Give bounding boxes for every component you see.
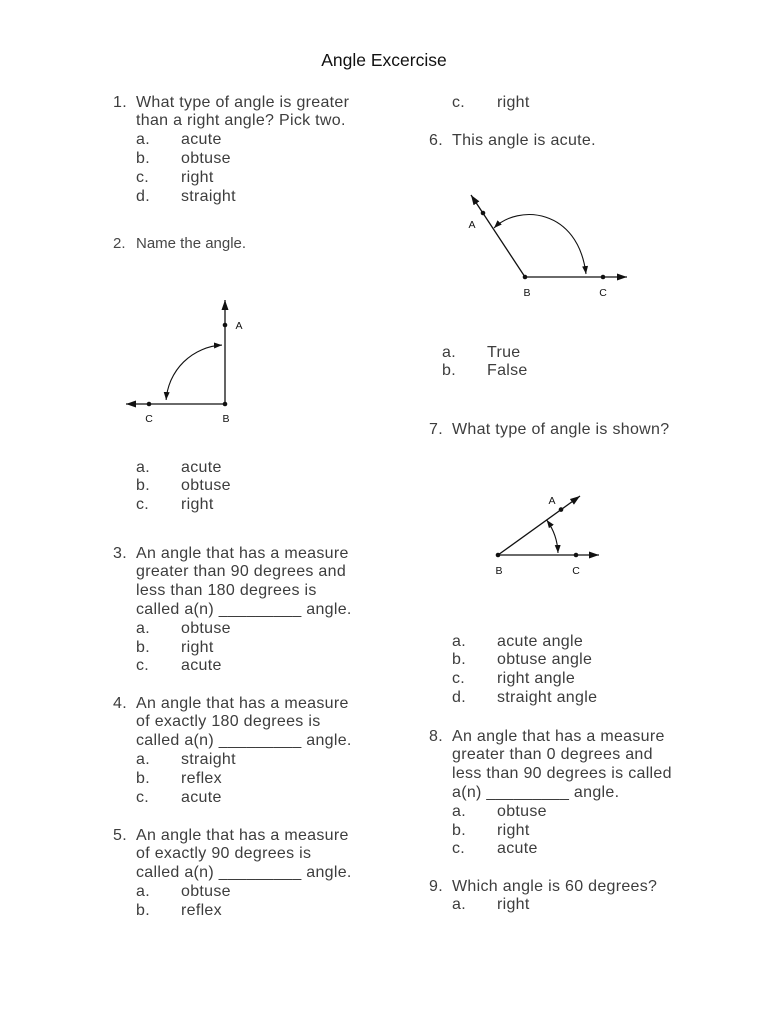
option-text: straight angle (497, 688, 598, 706)
answer-option-b (429, 651, 597, 670)
question-9 (429, 878, 657, 916)
question-8 (429, 728, 672, 860)
point-b-label: B (523, 287, 531, 299)
question-text: less than 180 degrees is (136, 582, 317, 600)
question-text-line (429, 728, 672, 747)
question-text-line (113, 235, 246, 254)
answer-option-a (113, 459, 231, 478)
question-text-line (113, 601, 352, 620)
answer-option-c (429, 670, 597, 689)
question-text: What type of angle is greater (136, 93, 350, 111)
option-text: acute (181, 788, 222, 806)
option-letter: b. (452, 821, 466, 839)
option-letter: a. (136, 882, 150, 900)
question-text-line (113, 112, 349, 131)
option-letter: b. (136, 477, 150, 495)
question-4 (113, 695, 352, 808)
question-2 (113, 235, 246, 254)
option-letter: c. (136, 168, 150, 186)
option-letter: a. (136, 458, 150, 476)
question-7 (429, 421, 669, 440)
question-number: 9. (429, 877, 443, 895)
option-letter: a. (136, 750, 150, 768)
answer-option-a (113, 131, 349, 150)
option-letter: b. (136, 769, 150, 787)
question-text: Name the angle. (136, 234, 247, 252)
answer-option-c (113, 789, 352, 808)
question-text-line (429, 132, 596, 151)
question-5 (113, 827, 352, 921)
figure-angle-cba-right (118, 292, 258, 427)
option-text: acute (181, 657, 222, 675)
answer-option-c (113, 169, 349, 188)
question-text-line (113, 563, 352, 582)
point-b-label: B (222, 413, 230, 425)
point-a-label: A (235, 320, 243, 332)
option-text: right angle (497, 670, 576, 688)
question-text-line (113, 864, 352, 883)
option-letter: c. (136, 657, 150, 675)
option-text: obtuse (181, 149, 231, 167)
point-a-dot (481, 211, 486, 216)
question-1 (113, 94, 349, 207)
answer-option-b (113, 477, 231, 496)
question-3 (113, 545, 352, 677)
option-text: obtuse (181, 477, 231, 495)
question-text-line (113, 732, 352, 751)
ray-ba (498, 496, 580, 555)
point-b-label: B (495, 565, 503, 577)
option-letter: a. (442, 343, 456, 361)
question-text: An angle that has a measure (136, 544, 349, 562)
question-7-options (429, 633, 597, 708)
question-number: 7. (429, 420, 443, 438)
option-letter: b. (442, 362, 456, 380)
option-text: acute (497, 840, 538, 858)
option-text: right (497, 896, 530, 914)
answer-option-b (113, 902, 352, 921)
question-6-options (429, 344, 528, 382)
answer-option-b (113, 150, 349, 169)
question-text: a(n) _________ angle. (452, 783, 620, 801)
question-2-options (113, 459, 231, 515)
answer-option-c (429, 840, 672, 859)
question-text: This angle is acute. (452, 131, 596, 149)
answer-option-a (429, 896, 657, 915)
option-letter: a. (452, 802, 466, 820)
question-text-line (429, 765, 672, 784)
option-text: True (487, 343, 521, 361)
question-text-line (429, 746, 672, 765)
question-number: 4. (113, 694, 127, 712)
worksheet-title: Angle Excercise (321, 50, 447, 70)
question-text: An angle that has a measure (136, 826, 349, 844)
point-a-dot (559, 507, 564, 512)
answer-option-a (429, 344, 528, 363)
question-text: What type of angle is shown? (452, 420, 670, 438)
question-6 (429, 132, 596, 151)
question-text-line (113, 545, 352, 564)
figure-angle-abc-acute (488, 486, 606, 580)
point-c-label: C (599, 287, 607, 299)
option-letter: c. (452, 670, 466, 688)
option-letter: a. (452, 896, 466, 914)
question-number: 1. (113, 93, 127, 111)
answer-option-c (429, 94, 530, 113)
question-number: 8. (429, 727, 443, 745)
question-text: than a right angle? Pick two. (136, 112, 346, 130)
option-text: acute (181, 458, 222, 476)
question-text: called a(n) _________ angle. (136, 600, 352, 618)
question-text: less than 90 degrees is called (452, 765, 672, 783)
option-text: reflex (181, 901, 222, 919)
question-text: of exactly 90 degrees is (136, 845, 312, 863)
question-number: 3. (113, 544, 127, 562)
question-text: An angle that has a measure (136, 694, 349, 712)
question-text: greater than 0 degrees and (452, 746, 653, 764)
angle-arc (494, 215, 586, 274)
question-text-line (113, 827, 352, 846)
point-c-dot (147, 402, 152, 407)
question-text: An angle that has a measure (452, 727, 665, 745)
option-text: acute (181, 131, 222, 149)
answer-option-a (113, 620, 352, 639)
answer-option-c (113, 657, 352, 676)
question-text-line (113, 94, 349, 113)
answer-option-a (429, 633, 597, 652)
point-a-label: A (468, 219, 476, 231)
question-text: Which angle is 60 degrees? (452, 877, 658, 895)
point-c-label: C (572, 565, 580, 577)
option-text: obtuse (181, 619, 231, 637)
question-text: greater than 90 degrees and (136, 563, 347, 581)
option-text: right (181, 168, 214, 186)
answer-option-b (113, 770, 352, 789)
answer-option-d (429, 689, 597, 708)
question-number: 2. (113, 234, 126, 252)
question-number: 5. (113, 826, 127, 844)
answer-option-a (113, 751, 352, 770)
option-text: obtuse (497, 802, 547, 820)
ray-ba (471, 195, 525, 277)
option-letter: a. (136, 131, 150, 149)
option-letter: d. (136, 187, 150, 205)
option-letter: b. (136, 901, 150, 919)
figure-angle-abc-obtuse (460, 186, 634, 302)
option-text: obtuse (181, 882, 231, 900)
option-letter: d. (452, 688, 466, 706)
point-b-dot (523, 275, 528, 280)
option-letter: b. (452, 651, 466, 669)
option-letter: c. (136, 496, 150, 514)
question-text: called a(n) _________ angle. (136, 864, 352, 882)
point-b-dot (223, 402, 228, 407)
option-text: right (181, 638, 214, 656)
answer-option-a (113, 883, 352, 902)
option-letter: c. (136, 788, 150, 806)
question-text: called a(n) _________ angle. (136, 732, 352, 750)
question-text-line (113, 582, 352, 601)
question-number: 6. (429, 131, 443, 149)
option-letter: c. (452, 93, 466, 111)
option-text: reflex (181, 769, 222, 787)
option-text: straight (181, 750, 236, 768)
answer-option-a (429, 803, 672, 822)
option-text: right (181, 496, 214, 514)
question-text-line (429, 421, 669, 440)
point-c-dot (574, 553, 579, 558)
option-letter: b. (136, 638, 150, 656)
option-text: acute angle (497, 632, 584, 650)
question-text: of exactly 180 degrees is (136, 713, 321, 731)
question-5-continued (429, 94, 530, 113)
option-text: False (487, 362, 528, 380)
answer-option-c (113, 496, 231, 515)
option-letter: c. (452, 840, 466, 858)
answer-option-b (113, 639, 352, 658)
point-a-label: A (548, 495, 556, 507)
answer-option-b (429, 362, 528, 381)
option-letter: a. (452, 632, 466, 650)
option-text: right (497, 93, 530, 111)
option-letter: b. (136, 149, 150, 167)
point-a-dot (223, 323, 228, 328)
answer-option-b (429, 822, 672, 841)
option-text: obtuse angle (497, 651, 593, 669)
point-b-dot (496, 553, 501, 558)
question-text-line (429, 784, 672, 803)
option-text: right (497, 821, 530, 839)
question-text-line (113, 845, 352, 864)
question-text-line (113, 713, 352, 732)
question-text-line (113, 695, 352, 714)
answer-option-d (113, 188, 349, 207)
angle-arc (166, 345, 222, 400)
point-c-label: C (145, 413, 153, 425)
angle-arc (547, 520, 558, 553)
option-text: straight (181, 187, 236, 205)
point-c-dot (601, 275, 606, 280)
option-letter: a. (136, 619, 150, 637)
question-text-line (429, 878, 657, 897)
